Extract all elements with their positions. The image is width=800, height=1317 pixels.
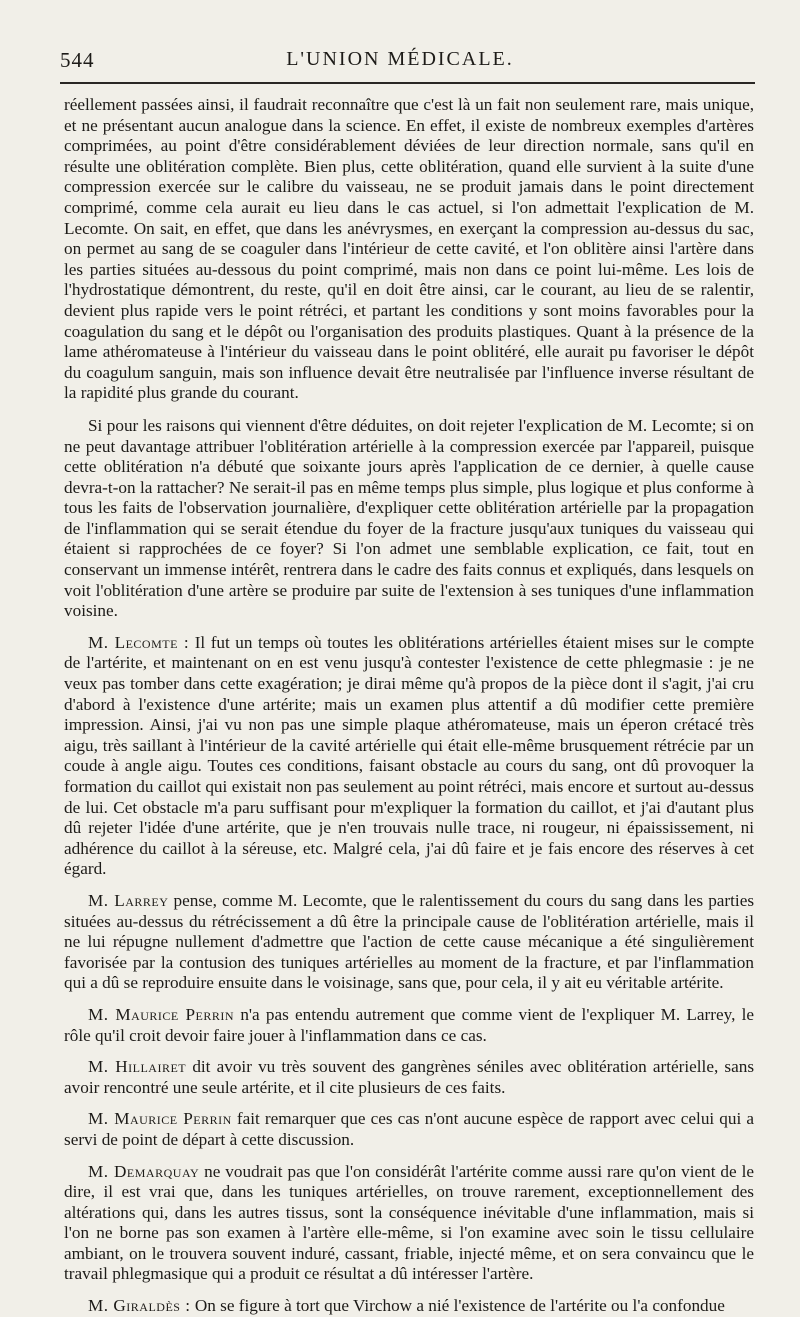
header-rule	[60, 82, 755, 84]
paragraph-7	[64, 1109, 754, 1150]
speaker-name: M. Demarquay	[88, 1161, 200, 1181]
paragraph-6	[64, 1057, 754, 1098]
paragraph-text: ne voudrait pas que l'on considérât l'artérite comme aussi rare qu'on vient de le dire, il est vrai que, dans les tuniques artérielles, on trouve rarement, exceptionnellement des altérations qui, dans les autres tissus, sont la conséquence inévitable d'une inflammation, mais si l'on ne borne pas son examen à l'artère elle-même, si l'on examine avec soin le tissu cellulaire ambiant, on le trouvera souvent induré, cassant, friable, injecté même, et on sera convaincu que le travail phlegmasique qui a produit ce résultat a dû intéresser l'artère.	[64, 1161, 754, 1284]
speaker-name: M. Maurice Perrin	[88, 1109, 232, 1129]
paragraph-4	[64, 891, 754, 994]
paragraph-text: Il fut un temps où toutes les oblitérations artérielles étaient mises sur le compte de l'artérite, et maintenant on en est venu jusqu'à contester l'existence de cette phlegmasie : je ne veux pas tomber dans cette exagération; je dirai même qu'à propos de la pièce dont il s'agit, j'ai cru d'abord à l'existence d'une artérite; mais un examen plus attentif a dû modifier cette première impression. Ainsi, j'ai vu non pas une simple plaque athéromateuse, mais un éperon crétacé très aigu, très saillant à l'intérieur de la cavité artérielle qui était elle-même brusquement rétrécie par un coude à angle aigu. Toutes ces conditions, faisant obstacle au cours du sang, ont dû provoquer la formation du caillot qui existait non pas seulement au point rétréci, mais encore et surtout au-dessus de lui. Cet obstacle m'a paru suffisant pour m'expliquer la formation du caillot, et j'ai d'autant plus dû rejeter l'idée d'une artérite, que je n'en trouvais nulle trace, ni rougeur, ni épaississement, ni adhérence du caillot à la séreuse, etc. Malgré cela, j'ai dû faire et je fais encore des réserves à cet égard.	[64, 632, 755, 879]
journal-title: L'UNION MÉDICALE.	[286, 48, 514, 70]
page-number: 544	[60, 48, 95, 72]
paragraph-1	[64, 95, 754, 404]
speaker-name: M. Maurice Perrin	[88, 1004, 235, 1024]
paragraph-2	[64, 416, 754, 622]
paragraph-text: réellement passées ainsi, il faudrait reconnaître que c'est là un fait non seulement rare, mais unique, et ne présentant aucun analogue dans la science. En effet, il existe de nombreux exemples d'artères comprimées, au point d'être considérablement déviées de leur direction normale, sans qu'il en résulte une oblitération complète. Bien plus, cette oblitération, quand elle survient à la suite d'une compression exercée sur le calibre du vaisseau, ne se produit jamais dans le point directement comprimé, comme cela aurait eu lieu dans le cas actuel, si l'on admettait l'explication de M. Lecomte. On sait, en effet, que dans les anévrysmes, en exerçant la compression au-dessus du sac, on permet au sang de se coaguler dans l'intérieur de cette cavité, et l'on oblitère ainsi l'artère dans les parties situées au-dessous du point comprimé, mais non dans ce point lui-même. Les lois de l'hydrostatique démontrent, du reste, qu'il en doit être ainsi, car le courant, au lieu de se ralentir, devient plus rapide vers le point rétréci, et partant les conditions y sont moins favorables pour la coagulation du sang et le dépôt ou l'organisation des produits plastiques. Quant à la présence de la lame athéromateuse à l'intérieur du vaisseau dans le point oblitéré, elle aurait pu favoriser le dépôt du coagulum sanguin, mais son influence devait être neutralisée par l'influence inverse résultant de la rapidité plus grande du courant.	[64, 95, 754, 403]
speaker-name: M. Giraldès :	[88, 1296, 191, 1316]
speaker-name: M. Lecomte :	[88, 632, 190, 652]
paragraph-5	[64, 1005, 754, 1046]
paragraph-8	[64, 1162, 754, 1286]
paragraph-text: Si pour les raisons qui viennent d'être déduites, on doit rejeter l'explication de M. Lecomte; si on ne peut davantage attribuer l'oblitération artérielle à la compression exercée par l'appareil, puisque cette oblitération n'a débuté que soixante jours après l'application de ce dernier, à quelle cause devra-t-on la rattacher? Ne serait-il pas en même temps plus simple, plus logique et plus conforme à tous les faits de l'observation journalière, d'expliquer cette oblitération artérielle par la propagation de l'inflammation qui se serait étendue du foyer de la fracture jusqu'aux tuniques du vaisseau qui étaient si rapprochées de ce foyer? Si l'on admet une semblable explication, ce fait, tout en conservant un immense intérêt, rentrera dans le cadre des faits connus et expliqués, dans lesquels on voit l'oblitération d'une artère se produire par suite de l'extension à ses tuniques d'une inflammation voisine.	[64, 415, 754, 621]
paragraph-text: fait remarquer que ces cas n'ont aucune espèce de rapport avec celui qui a servi de point de départ à cette discussion.	[64, 1109, 754, 1149]
speaker-name: M. Larrey	[88, 890, 169, 910]
paragraph-text: n'a pas entendu autrement que comme vient de l'expliquer M. Larrey, le rôle qu'il croit devoir faire jouer à l'inflammation dans ce cas.	[64, 1004, 755, 1045]
paragraph-9	[64, 1296, 754, 1317]
speaker-name: M. Hillairet	[88, 1057, 187, 1077]
paragraph-text: On se figure à tort que Virchow a nié l'existence de l'artérite ou l'a confondue	[194, 1296, 725, 1316]
running-header	[0, 38, 800, 78]
paragraph-3	[64, 633, 754, 880]
article-body	[64, 95, 754, 1317]
paragraph-text: pense, comme M. Lecomte, que le ralentissement du cours du sang dans les parties situées au-dessus du rétrécissement a dû être la principale cause de l'oblitération artérielle, mais il ne lui répugne nullement d'admettre que l'action de cette cause mécanique a été singulièrement favorisée par la contusion des tuniques artérielles au moment de la fracture, et par l'inflammation qui a dû se reproduire ensuite dans le voisinage, sans que, pour cela, il y ait eu véritable artérite.	[64, 890, 755, 993]
paragraph-text: dit avoir vu très souvent des gangrènes séniles avec oblitération artérielle, sans avoir rencontré une seule artérite, et il cite plusieurs de ces faits.	[64, 1057, 755, 1097]
